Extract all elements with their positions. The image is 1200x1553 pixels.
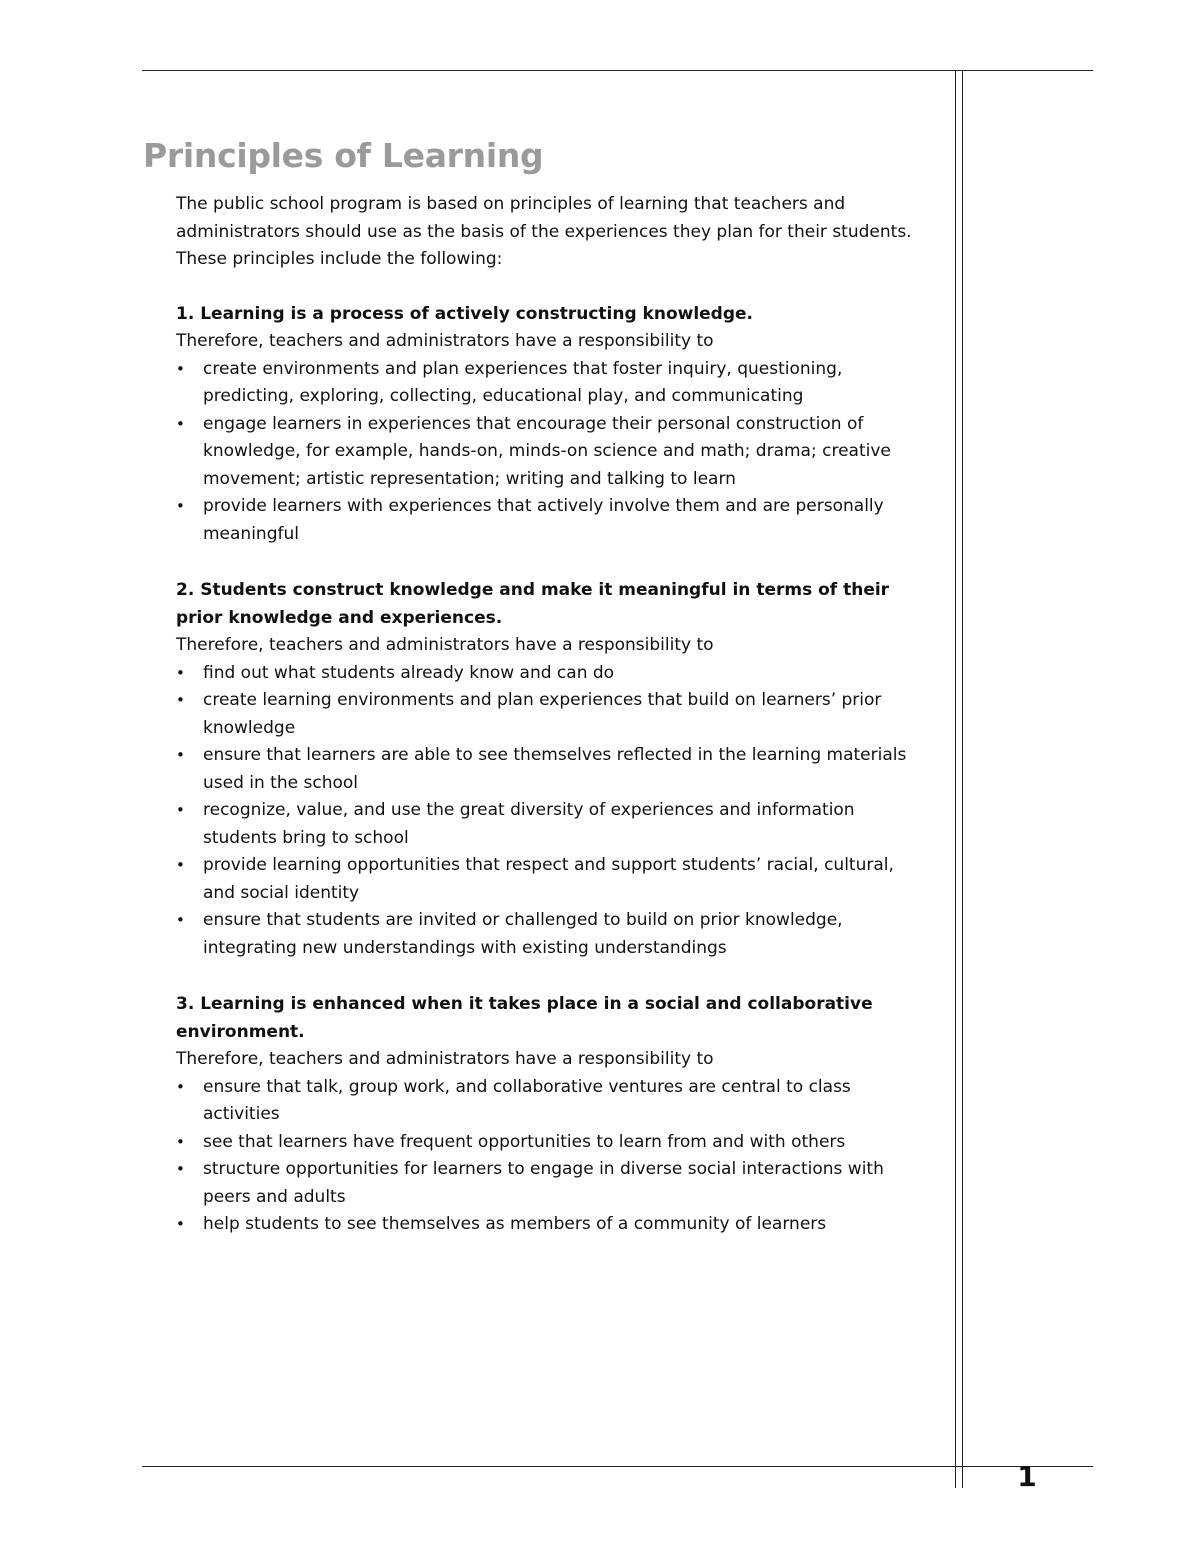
list-item-text: find out what students already know and can do	[203, 662, 615, 683]
bullet-icon: •	[176, 801, 185, 819]
list-item-text: create learning environments and plan experiences that build on learners’ prior knowledge	[203, 690, 882, 738]
list-item	[176, 356, 922, 411]
bullet-icon: •	[176, 911, 185, 929]
principle-section-1	[176, 301, 922, 549]
list-item-text: recognize, value, and use the great diversity of experiences and information students bring to school	[203, 800, 855, 848]
list-item-text: ensure that students are invited or challenged to build on prior knowledge, integrating new understandings with existing understandings	[203, 910, 843, 958]
list-item-text: provide learning opportunities that respect and support students’ racial, cultural, and social identity	[203, 855, 894, 903]
section-heading: 2. Students construct knowledge and make it meaningful in terms of their prior knowledge and experiences.	[176, 580, 890, 628]
list-item-text: help students to see themselves as members of a community of learners	[203, 1214, 827, 1234]
bullet-icon: •	[176, 663, 185, 682]
list-item	[176, 660, 922, 688]
section-lead: Therefore, teachers and administrators have a responsibility to	[176, 331, 714, 351]
main-content	[176, 191, 922, 1268]
list-item	[176, 797, 922, 852]
bullet-list	[176, 356, 922, 549]
bullet-list	[176, 660, 922, 963]
list-item-text: provide learners with experiences that actively involve them and are personally meaningful	[203, 496, 884, 544]
list-item	[176, 1074, 922, 1129]
bullet-icon: •	[176, 497, 185, 515]
margin-double-rule-left	[955, 70, 956, 1488]
principle-section-2	[176, 577, 922, 962]
bullet-icon: •	[176, 691, 185, 709]
list-item	[176, 493, 922, 548]
page-title: Principles of Learning	[143, 136, 544, 175]
list-item-text: structure opportunities for learners to engage in diverse social interactions with peers and adults	[203, 1159, 884, 1207]
list-item	[176, 687, 922, 742]
principle-section-3	[176, 991, 922, 1239]
top-rule	[142, 70, 1093, 71]
bullet-icon: •	[176, 746, 185, 764]
list-item	[176, 1211, 922, 1239]
bullet-icon: •	[176, 1215, 185, 1233]
list-item-text: create environments and plan experiences that foster inquiry, questioning, predicting, exploring, collecting, educational play, and communicating	[203, 358, 843, 406]
bullet-icon: •	[176, 1132, 185, 1151]
page-number: 1	[1017, 1460, 1037, 1493]
section-lead: Therefore, teachers and administrators have a responsibility to	[176, 1049, 714, 1069]
list-item	[176, 907, 922, 962]
list-item	[176, 1156, 922, 1211]
bullet-icon: •	[176, 856, 185, 874]
bullet-icon: •	[176, 359, 185, 378]
bottom-rule	[142, 1466, 1093, 1467]
list-item	[176, 852, 922, 907]
list-item-text: ensure that learners are able to see themselves reflected in the learning materials used in the school	[203, 745, 907, 793]
list-item-text: ensure that talk, group work, and collaborative ventures are central to class activities	[203, 1076, 851, 1124]
list-item	[176, 411, 922, 494]
section-lead: Therefore, teachers and administrators have a responsibility to	[176, 635, 714, 655]
bullet-icon: •	[176, 1160, 185, 1178]
bullet-icon: •	[176, 414, 185, 433]
bullet-list	[176, 1074, 922, 1239]
list-item	[176, 742, 922, 797]
intro-paragraph: The public school program is based on principles of learning that teachers and administrators should use as the basis of the experiences they plan for their students. These principles include the following:	[176, 194, 912, 269]
margin-double-rule-right	[962, 70, 963, 1488]
list-item-text: engage learners in experiences that encourage their personal construction of knowledge, for example, hands-on, minds-on science and math; drama; creative movement; artistic representation; writing and talking to learn	[203, 413, 891, 489]
section-heading: 1. Learning is a process of actively constructing knowledge.	[176, 303, 754, 324]
list-item-text: see that learners have frequent opportunities to learn from and with others	[203, 1131, 846, 1152]
list-item	[176, 1129, 922, 1157]
section-heading: 3. Learning is enhanced when it takes place in a social and collaborative environment.	[176, 994, 873, 1042]
bullet-icon: •	[176, 1077, 185, 1096]
